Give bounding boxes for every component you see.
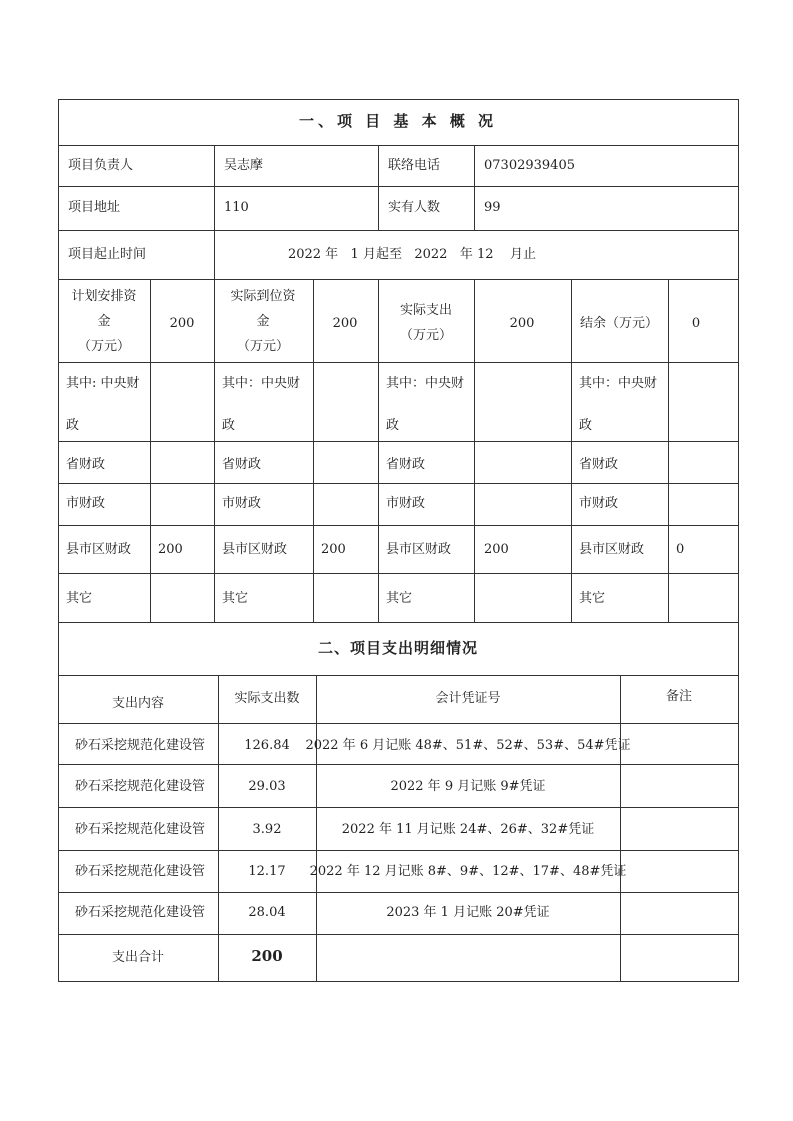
row-voucher: 2022 年 12 月记账 8#、9#、12#、17#、48#凭证 xyxy=(309,864,627,879)
provincial-label: 省财政 xyxy=(66,457,106,472)
header-voucher: 会计凭证号 xyxy=(435,691,501,706)
municipal-label: 市财政 xyxy=(386,496,426,511)
spent-label-line1: 实际支出 xyxy=(399,303,453,318)
central-label-line1: 其中：中央财 xyxy=(579,376,658,391)
rule xyxy=(214,230,215,279)
rule xyxy=(58,622,739,623)
rule xyxy=(620,675,621,982)
rule xyxy=(58,483,739,484)
other-label: 其它 xyxy=(386,591,413,606)
planned-label-line1: 计划安排资 xyxy=(71,289,137,304)
rule xyxy=(474,279,475,622)
planned-label-line2: 金 xyxy=(97,314,111,329)
row-amount: 12.17 xyxy=(248,864,286,879)
municipal-label: 市财政 xyxy=(222,496,262,511)
row-voucher: 2022 年 9 月记账 9#凭证 xyxy=(390,779,546,794)
other-label: 其它 xyxy=(66,591,93,606)
rule xyxy=(58,441,739,442)
row-content: 砂石采挖规范化建设管 xyxy=(74,864,206,879)
rule xyxy=(58,362,739,363)
received-label-line1: 实际到位资 xyxy=(230,289,296,304)
received-value: 200 xyxy=(332,316,358,331)
county-value: 0 xyxy=(676,542,685,557)
row-voucher: 2022 年 11 月记账 24#、26#、32#凭证 xyxy=(341,822,595,837)
rule xyxy=(378,279,379,622)
rule xyxy=(571,279,572,622)
balance-value: 0 xyxy=(691,316,701,331)
received-label-line3: （万元） xyxy=(236,339,290,354)
rule xyxy=(58,230,739,231)
row-amount: 28.04 xyxy=(248,905,286,920)
rule xyxy=(316,675,317,982)
section1-title: 一、项 目 基 本 概 况 xyxy=(298,112,498,130)
municipal-label: 市财政 xyxy=(579,496,619,511)
other-label: 其它 xyxy=(222,591,249,606)
phone-label: 联络电话 xyxy=(388,158,441,173)
county-value: 200 xyxy=(484,542,509,557)
header-content: 支出内容 xyxy=(111,696,165,711)
county-value: 200 xyxy=(321,542,346,557)
leader-label: 项目负责人 xyxy=(68,158,134,173)
received-label-line2: 金 xyxy=(256,314,270,329)
row-voucher: 2023 年 1 月记账 20#凭证 xyxy=(386,905,550,920)
provincial-label: 省财政 xyxy=(579,457,619,472)
rule xyxy=(214,145,215,230)
rule xyxy=(58,675,739,676)
phone-value: 07302939405 xyxy=(484,158,575,173)
rule xyxy=(668,279,669,622)
rule xyxy=(58,764,739,765)
rule xyxy=(214,279,215,622)
county-label: 县市区财政 xyxy=(386,542,452,557)
rule xyxy=(218,675,219,982)
planned-value: 200 xyxy=(169,316,195,331)
headcount-label: 实有人数 xyxy=(388,200,441,215)
rule xyxy=(58,186,739,187)
central-label-line1: 其中: 中央财 xyxy=(66,376,140,391)
row-content: 砂石采挖规范化建设管 xyxy=(74,905,206,920)
row-amount: 29.03 xyxy=(248,779,286,794)
section2-title: 二、项目支出明细情况 xyxy=(317,639,479,657)
rule xyxy=(58,934,739,935)
rule xyxy=(58,807,739,808)
total-label: 支出合计 xyxy=(111,950,165,965)
rule xyxy=(378,145,379,230)
central-label-line1: 其中：中央财 xyxy=(222,376,301,391)
address-label: 项目地址 xyxy=(68,200,121,215)
county-label: 县市区财政 xyxy=(222,542,288,557)
county-label: 县市区财政 xyxy=(579,542,645,557)
period-label: 项目起止时间 xyxy=(68,247,147,262)
county-value: 200 xyxy=(158,542,183,557)
row-amount: 126.84 xyxy=(244,738,290,753)
rule xyxy=(58,145,739,146)
balance-label: 结余（万元） xyxy=(579,316,659,331)
rule xyxy=(58,723,739,724)
other-label: 其它 xyxy=(579,591,606,606)
central-label-line2: 政 xyxy=(386,418,400,433)
rule xyxy=(474,145,475,230)
central-label-line1: 其中：中央财 xyxy=(386,376,465,391)
headcount-value: 99 xyxy=(484,200,501,215)
rule xyxy=(58,892,739,893)
central-label-line2: 政 xyxy=(222,418,236,433)
rule xyxy=(313,279,314,622)
header-remark: 备注 xyxy=(665,689,693,704)
planned-label-line3: （万元） xyxy=(77,339,131,354)
row-content: 砂石采挖规范化建设管 xyxy=(74,822,206,837)
central-label-line2: 政 xyxy=(579,418,593,433)
rule xyxy=(58,573,739,574)
row-content: 砂石采挖规范化建设管 xyxy=(74,738,206,753)
row-amount: 3.92 xyxy=(252,822,282,837)
provincial-label: 省财政 xyxy=(386,457,426,472)
total-value: 200 xyxy=(251,947,283,965)
leader-value: 吴志摩 xyxy=(224,158,264,173)
municipal-label: 市财政 xyxy=(66,496,106,511)
address-value: 110 xyxy=(224,200,249,215)
row-voucher: 2022 年 6 月记账 48#、51#、52#、53#、54#凭证 xyxy=(305,738,631,753)
rule xyxy=(150,279,151,622)
row-content: 砂石采挖规范化建设管 xyxy=(74,779,206,794)
rule xyxy=(58,850,739,851)
rule xyxy=(58,279,739,280)
county-label: 县市区财政 xyxy=(66,542,132,557)
header-amount: 实际支出数 xyxy=(234,691,300,706)
spent-value: 200 xyxy=(509,316,535,331)
rule xyxy=(58,525,739,526)
spent-label-line2: （万元） xyxy=(399,328,453,343)
provincial-label: 省财政 xyxy=(222,457,262,472)
central-label-line2: 政 xyxy=(66,418,80,433)
period-value: 2022 年 1 月起至 2022 年 12 月止 xyxy=(287,247,537,262)
